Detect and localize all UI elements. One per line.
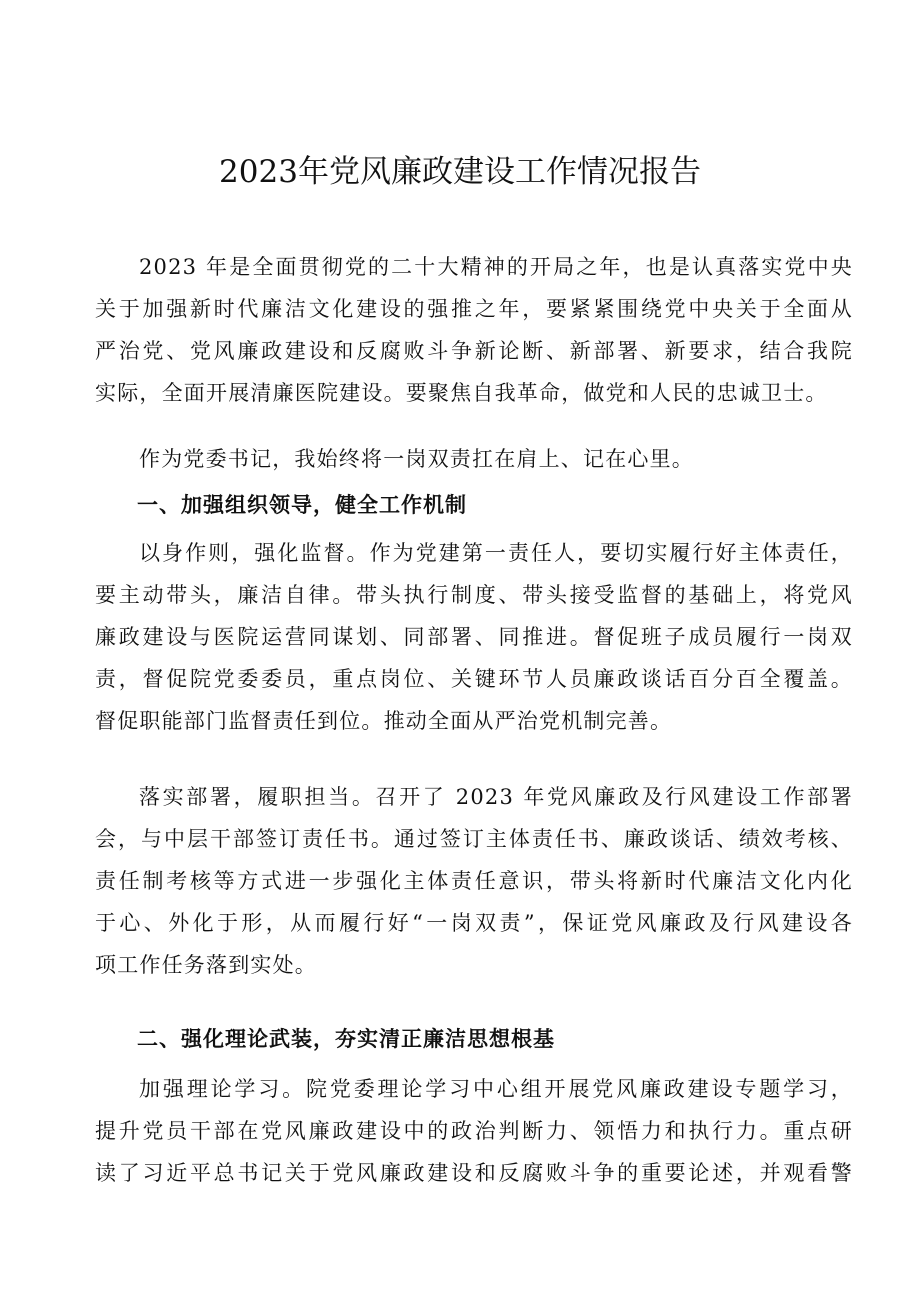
text-line: 于心、外化于形，从而履行好“一岗双责”，保证党风廉政及行风建设各 (95, 911, 853, 935)
text-line: 加强理论学习。院党委理论学习中心组开展党风廉政建设专题学习， (139, 1077, 853, 1101)
section-paragraph (95, 532, 853, 742)
text-line: 项工作任务落到实处。 (95, 953, 317, 977)
text-line: 2023 年是全面贯彻党的二十大精神的开局之年，也是认真落实党中央 (139, 255, 853, 279)
text-line: 作为党委书记，我始终将一岗双责扛在肩上、记在心里。 (139, 447, 694, 471)
intro-paragraph (95, 246, 853, 414)
text-line: 提升党员干部在党风廉政建设中的政治判断力、领悟力和执行力。重点研 (95, 1119, 853, 1143)
text-line: 实际，全面开展清廉医院建设。要聚焦自我革命，做党和人民的忠诚卫士。 (95, 381, 828, 405)
text-line: 以身作则，强化监督。作为党建第一责任人，要切实履行好主体责任， (139, 541, 853, 565)
text-line: 责，督促院党委委员，重点岗位、关键环节人员廉政谈话百分百全覆盖。 (95, 667, 853, 691)
document-title: 2023年党风廉政建设工作情况报告 (219, 154, 701, 190)
text-line: 读了习近平总书记关于党风廉政建设和反腐败斗争的重要论述，并观看警 (95, 1161, 853, 1185)
text-line: 责任制考核等方式进一步强化主体责任意识，带头将新时代廉洁文化内化 (95, 869, 853, 893)
text-line: 要主动带头，廉洁自律。带头执行制度、带头接受监督的基础上，将党风 (95, 583, 853, 607)
text-line: 督促职能部门监督责任到位。推动全面从严治党机制完善。 (95, 709, 673, 733)
text-line: 廉政建设与医院运营同谋划、同部署、同推进。督促班子成员履行一岗双 (95, 625, 853, 649)
section-heading: 二、强化理论武装，夯实清正廉洁思想根基 (137, 1027, 555, 1051)
text-line: 会，与中层干部签订责任书。通过签订主体责任书、廉政谈话、绩效考核、 (95, 827, 853, 851)
text-line: 落实部署，履职担当。召开了 2023 年党风廉政及行风建设工作部署 (139, 785, 853, 809)
section-paragraph (95, 1068, 853, 1194)
text-line: 关于加强新时代廉洁文化建设的强推之年，要紧紧围绕党中央关于全面从 (95, 297, 853, 321)
text-line: 严治党、党风廉政建设和反腐败斗争新论断、新部署、新要求，结合我院 (95, 339, 853, 363)
intro-paragraph (95, 438, 853, 480)
section-paragraph (95, 776, 853, 986)
section-heading: 一、加强组织领导，健全工作机制 (137, 493, 467, 517)
